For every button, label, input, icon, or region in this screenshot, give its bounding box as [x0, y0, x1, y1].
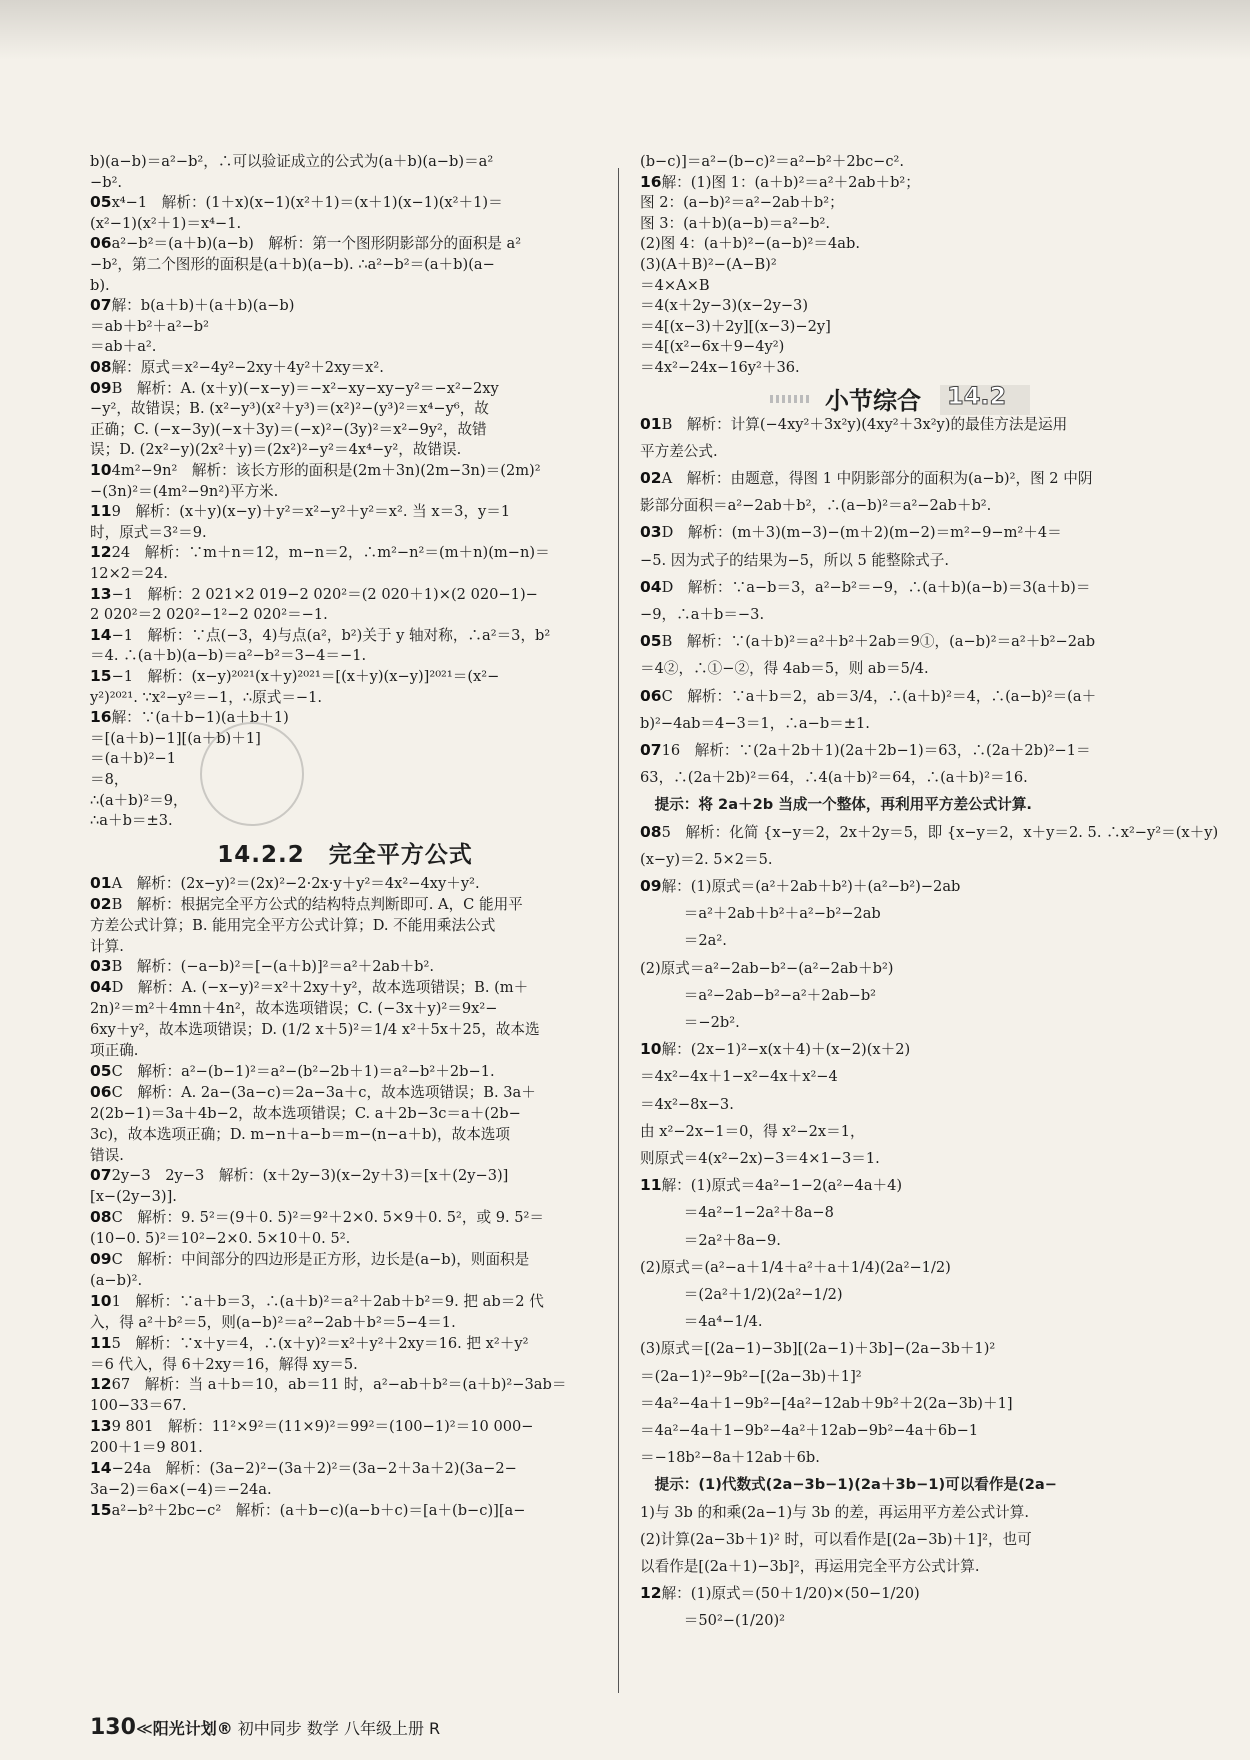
answer-text: ＝4x²−4x＋1−x²−4x＋x²−4	[640, 1068, 838, 1086]
answer-line	[640, 255, 777, 274]
answer-line	[640, 1530, 1032, 1549]
answer-text: −y²，故错误；B. (x²−y³)(x²＋y³)＝(x²)²−(y³)²＝x⁴−y⁶，故	[90, 400, 489, 418]
answer-text: 误；D. (2x²−y)(2x²＋y)＝(2x²)²−y²＝4x⁴−y²，故错误.	[90, 441, 462, 459]
answer-text: 影部分面积＝a²−2ab＋b²，∴(a−b)²＝a²−2ab＋b².	[640, 497, 992, 515]
answer-line	[90, 1125, 510, 1144]
answer-line	[90, 296, 294, 315]
answer-text: ＝4(x＋2y−3)(x−2y−3)	[640, 297, 809, 315]
answer-text: ＝8，	[90, 771, 129, 788]
answer-line	[640, 931, 727, 950]
answer-line	[90, 895, 523, 914]
answer-line	[90, 874, 480, 893]
answer-text: 图 2：(a−b)²＝a²−2ab＋b²；	[640, 194, 844, 212]
answer-line	[90, 1480, 272, 1499]
answer-line	[90, 234, 521, 253]
answer-line	[90, 1187, 177, 1206]
answer-text: a²−b²＝(a＋b)(a−b) 解析：第一个图形阴影部分的面积是 a²	[111, 235, 522, 253]
question-number: 06	[90, 234, 112, 253]
answer-line	[90, 999, 497, 1018]
answer-line	[640, 317, 831, 336]
answer-text: ＝50²−(1/20)²	[640, 1612, 786, 1630]
answer-text: (x−y)＝2. 5×2＝5.	[640, 850, 773, 868]
answer-line	[640, 1394, 1013, 1413]
answer-line	[640, 551, 949, 570]
answer-line	[90, 1041, 138, 1060]
answer-text: −(3n)²＝(4m²−9n²)平方米.	[90, 482, 279, 500]
answer-line	[640, 659, 929, 678]
question-number: 01	[640, 414, 662, 433]
answer-line	[90, 1396, 186, 1415]
answer-line	[90, 667, 499, 686]
answer-text: 解：b(a＋b)＋(a＋b)(a−b)	[111, 297, 295, 315]
answer-line	[90, 1104, 521, 1123]
answer-line	[90, 1292, 544, 1311]
answer-text: 由 x²−2x−1＝0，得 x²−2x＝1，	[640, 1122, 865, 1140]
answer-text: (x²−1)(x²＋1)＝x⁴−1.	[90, 214, 242, 232]
heading-decoration	[770, 395, 810, 403]
answer-line	[90, 461, 541, 480]
page-number: 130	[90, 1715, 136, 1740]
answer-text: ＝2a².	[640, 932, 727, 950]
answer-line	[90, 978, 528, 997]
answer-line	[640, 496, 991, 515]
question-number: 13	[90, 584, 112, 603]
answer-text: ＝−18b²−8a＋12ab＋6b.	[640, 1449, 820, 1467]
answer-text: 5 解析：∵x＋y＝4，∴(x＋y)²＝x²＋y²＋2xy＝16. 把 x²＋y²	[111, 1334, 529, 1352]
answer-line	[90, 605, 328, 624]
answer-line	[90, 420, 487, 439]
answer-text: ＝4[(x²−6x＋9−4y²)	[640, 338, 785, 356]
answer-line	[640, 469, 1092, 488]
answer-text: 63，∴(2a＋2b)²＝64，∴4(a＋b)²＝64，∴(a＋b)²＝16.	[640, 769, 1028, 787]
answer-text: 解：∵(a＋b−1)(a＋b＋1)	[111, 709, 289, 727]
answer-text: (2)原式＝a²−2ab−b²−(a²−2ab＋b²)	[640, 959, 894, 977]
answer-line	[640, 1176, 902, 1195]
answer-line	[90, 1208, 544, 1227]
answer-line	[90, 399, 489, 418]
answer-line	[640, 1448, 820, 1467]
answer-text: 4m²−9n² 解析：该长方形的面积是(2m＋3n)(2m−3n)＝(2m)²	[111, 462, 541, 479]
answer-text: 入，得 a²＋b²＝5，则(a−b)²＝a²−2ab＋b²＝5−4＝1.	[90, 1313, 456, 1331]
answer-line	[90, 1334, 528, 1353]
question-number: 14	[90, 1459, 112, 1477]
answer-line	[90, 1501, 525, 1520]
answer-line	[90, 193, 503, 212]
answer-line	[640, 741, 1091, 760]
answer-line	[640, 1203, 834, 1222]
question-number: 11	[90, 502, 112, 521]
question-number: 02	[90, 894, 112, 913]
answer-line	[90, 523, 207, 542]
answer-text: 6xy＋y²，故本选项错误；D. (1/2 x＋5)²＝1/4 x²＋5x＋25，故本选	[90, 1021, 540, 1039]
answer-text: ＝ab＋b²＋a²−b²	[90, 317, 209, 335]
question-number: 06	[90, 1082, 112, 1101]
question-number: 06	[640, 686, 662, 705]
question-number: 08	[640, 822, 662, 841]
answer-text: C 解析：中间部分的四边形是正方形，边长是(a−b)，则面积是	[111, 1251, 530, 1268]
answer-text: ＝4a²−4a＋1−9b²−[4a²−12ab＋9b²＋2(2a−3b)＋1]	[640, 1394, 1013, 1412]
answer-text: D 解析：∵a−b＝3，a²−b²＝−9，∴(a＋b)(a−b)＝3(a＋b)＝	[661, 578, 1091, 596]
answer-line	[90, 482, 278, 501]
answer-text: (b−c)]＝a²−(b−c)²＝a²−b²＋2bc−c².	[640, 153, 905, 170]
answer-line	[90, 1062, 495, 1081]
answer-line	[90, 770, 128, 789]
answer-line	[90, 173, 122, 192]
answer-line	[90, 543, 550, 562]
answer-text: C 解析：a²−(b−1)²＝a²−(b²−2b＋1)＝a²−b²＋2b−1.	[111, 1062, 495, 1080]
answer-text: B 解析：A. (x＋y)(−x−y)＝−x²−xy−xy−y²＝−x²−2xy	[111, 379, 499, 397]
answer-line	[640, 173, 920, 192]
answer-text: −1 解析：2 021×2 019−2 020²＝(2 020＋1)×(2 020−1)−	[111, 585, 538, 603]
answer-text: 提示：将 2a＋2b 当成一个整体，再利用平方差公式计算.	[640, 796, 1032, 814]
answer-text: 提示：(1)代数式(2a−3b−1)(2a＋3b−1)可以看作是(2a−	[640, 1476, 1057, 1494]
answer-text: ＝6 代入，得 6＋2xy＝16，解得 xy＝5.	[90, 1355, 358, 1373]
answer-text: ＝a²−2ab−b²−a²＋2ab−b²	[640, 986, 877, 1004]
answer-text: 正确；C. (−x−3y)(−x＋3y)＝(−x)²−(3y)²＝x²−9y²，故错	[90, 420, 487, 438]
answer-line	[90, 152, 493, 171]
question-number: 16	[640, 172, 662, 191]
answer-line	[90, 1375, 566, 1394]
answer-line	[640, 605, 764, 624]
answer-line	[640, 1067, 838, 1086]
answer-text: 则原式＝4(x²−2x)−3＝4×1−3＝1.	[640, 1150, 880, 1167]
question-number: 05	[90, 1061, 112, 1080]
answer-text: 9 解析：(x＋y)(x−y)＋y²＝x²−y²＋y²＝x². 当 x＝3，y＝1	[111, 503, 511, 521]
answer-text: −1 解析：∵点(−3，4)与点(a²，b²)关于 y 轴对称，∴a²＝3，b²	[111, 626, 551, 644]
answer-text: 平方差公式.	[640, 442, 718, 460]
answer-text: ＝ab＋a².	[90, 338, 157, 356]
answer-text: 解：(2x−1)²−x(x＋4)＋(x−2)(x＋2)	[661, 1041, 911, 1059]
question-number: 09	[90, 378, 112, 397]
scan-edge	[0, 0, 1250, 60]
answer-text: (2)原式＝(a²−a＋1/4＋a²＋a＋1/4)(2a²−1/2)	[640, 1258, 951, 1276]
answer-line	[90, 811, 173, 830]
answer-text: ＝4a⁴−1/4.	[640, 1313, 763, 1331]
double-arrow-icon: ≪	[135, 1719, 153, 1738]
answer-text: (3)(A＋B)²−(A−B)²	[640, 256, 777, 273]
answer-line	[640, 1611, 785, 1630]
summary-title: 小节综合	[825, 386, 921, 415]
answer-line	[90, 1020, 540, 1039]
column-divider	[618, 168, 619, 1693]
answer-text: 3c)，故本选项正确；D. m−n＋a−b＝m−(n−a＋b)，故本选项	[90, 1125, 510, 1143]
answer-text: b)(a−b)＝a²−b²，∴可以验证成立的公式为(a＋b)(a−b)＝a²	[90, 153, 494, 170]
answer-line	[640, 768, 1028, 787]
answer-text: B 解析：∵(a＋b)²＝a²＋b²＋2ab＝9①，(a−b)²＝a²＋b²−2ab	[661, 633, 1096, 651]
answer-text: D 解析：(m＋3)(m−3)−(m＋2)(m−2)＝m²−9−m²＋4＝	[661, 524, 1062, 542]
answer-text: B 解析：(−a−b)²＝[−(a＋b)]²＝a²＋2ab＋b².	[111, 958, 434, 976]
answer-text: A 解析：由题意，得图 1 中阴影部分的面积为(a−b)²，图 2 中阴	[661, 470, 1093, 487]
answer-text: 解：(1)原式＝(a²＋2ab＋b²)＋(a²−b²)−2ab	[661, 878, 961, 895]
answer-line	[90, 337, 156, 356]
question-number: 15	[90, 1500, 112, 1519]
question-number: 08	[90, 1208, 112, 1227]
question-number: 16	[90, 708, 112, 727]
answer-text: ＝4x²−8x−3.	[640, 1095, 734, 1113]
answer-text: C 解析：A. 2a−(3a−c)＝2a−3a＋c，故本选项错误；B. 3a＋	[111, 1083, 536, 1101]
answer-text: ＝4. ∴(a＋b)(a−b)＝a²−b²＝3−4＝−1.	[90, 647, 367, 665]
answer-line	[640, 1557, 979, 1576]
answer-line	[640, 1231, 781, 1250]
answer-line	[640, 1475, 1057, 1494]
answer-text: 100−33＝67.	[90, 1397, 187, 1415]
answer-line	[640, 442, 718, 461]
answer-text: (3)原式＝[(2a−1)−3b][(2a−1)＋3b]−(2a−3b＋1)²	[640, 1340, 996, 1358]
answer-line	[90, 214, 241, 233]
answer-text: C 解析：∵a＋b＝2，ab＝3/4，∴(a＋b)²＝4，∴(a−b)²＝(a＋	[661, 687, 1097, 705]
answer-line	[90, 1166, 508, 1185]
answer-line	[640, 1149, 880, 1168]
question-number: 09	[640, 877, 662, 895]
answer-text: ∴(a＋b)²＝9，	[90, 791, 188, 809]
answer-line	[90, 358, 384, 377]
answer-line	[90, 1417, 534, 1436]
answer-line	[640, 1421, 978, 1440]
question-number: 10	[90, 1291, 112, 1310]
question-number: 03	[640, 523, 662, 542]
question-number: 10	[640, 1040, 662, 1059]
answer-text: (a−b)².	[90, 1271, 143, 1289]
answer-line	[640, 850, 773, 869]
answer-text: 24 解析：∵m＋n＝12，m−n＝2，∴m²−n²＝(m＋n)(m−n)＝	[111, 544, 550, 562]
answer-line	[90, 749, 176, 768]
answer-text: −5. 因为式子的结果为−5，所以 5 能整除式子.	[640, 551, 950, 569]
answer-text: 项正确.	[90, 1042, 139, 1059]
answer-text: ＝4②，∴①−②，得 4ab＝5，则 ab＝5/4.	[640, 660, 929, 678]
answer-text: 2y−3 2y−3 解析：(x＋2y−3)(x−2y＋3)＝[x＋(2y−3)]	[111, 1167, 509, 1185]
answer-text: ＝(a＋b)²−1	[90, 750, 176, 768]
answer-text: 解：(1)原式＝4a²−1−2(a²−4a＋4)	[661, 1177, 903, 1195]
answer-line	[640, 687, 1096, 706]
answer-text: 2 020²＝2 020²−1²−2 020²＝−1.	[90, 606, 328, 624]
question-number: 01	[90, 873, 112, 892]
answer-text: 1 解析：∵a＋b＝3，∴(a＋b)²＝a²＋2ab＋b²＝9. 把 ab＝2 代	[111, 1292, 544, 1310]
answer-line	[640, 1503, 1029, 1522]
answer-text: ＝4[(x−3)＋2y][(x−3)−2y]	[640, 317, 831, 335]
answer-line	[640, 1584, 920, 1603]
answer-text: ＝4x²−24x−16y²＋36.	[640, 359, 800, 376]
answer-text: ＝(2a²＋1/2)(2a²−1/2)	[640, 1286, 843, 1303]
question-number: 02	[640, 469, 662, 487]
answer-line	[640, 358, 800, 377]
answer-line	[640, 1122, 865, 1141]
answer-line	[90, 1459, 517, 1478]
answer-line	[640, 986, 876, 1005]
page-footer	[90, 1715, 440, 1740]
answer-line	[90, 564, 168, 583]
answer-line	[90, 255, 495, 274]
answer-line	[640, 959, 894, 978]
answer-text: 解：原式＝x²−4y²−2xy＋4y²＋2xy＝x².	[111, 359, 384, 376]
answer-line	[90, 957, 434, 976]
answer-line	[640, 152, 904, 171]
answer-text: 以看作是[(2a＋1)−3b]²，再运用完全平方公式计算.	[640, 1558, 980, 1575]
question-number: 04	[90, 978, 112, 997]
answer-text: ＝2a²＋8a−9.	[640, 1231, 781, 1249]
answer-line	[90, 317, 209, 336]
answer-text: y²)²⁰²¹. ∵x²−y²＝−1，∴原式＝−1.	[90, 688, 323, 706]
answer-text: 2(2b−1)＝3a＋4b−2，故本选项错误；C. a＋2b−3c＝a＋(2b−	[90, 1104, 521, 1122]
answer-line	[90, 1146, 124, 1165]
answer-line	[90, 379, 499, 398]
answer-text: 解：(1)原式＝(50＋1/20)×(50−1/20)	[661, 1585, 920, 1603]
answer-text: 1)与 3b 的和乘(2a−1)与 3b 的差，再运用平方差公式计算.	[640, 1503, 1030, 1521]
question-number: 04	[640, 577, 662, 596]
answer-line	[90, 1313, 456, 1332]
answer-line	[640, 1339, 995, 1358]
answer-text: ＝4×A×B	[640, 276, 710, 294]
answer-text: ＝4a²−4a＋1−9b²−4a²＋12ab−9b²−4a＋6b−1	[640, 1422, 979, 1439]
answer-text: 3a−2)＝6a×(−4)＝−24a.	[90, 1480, 272, 1498]
answer-text: −24a 解析：(3a−2)²−(3a＋2)²＝(3a−2＋3a＋2)(3a−2−	[111, 1460, 517, 1477]
question-number: 03	[90, 957, 112, 976]
answer-line	[90, 646, 366, 665]
answer-line	[640, 1367, 862, 1386]
answer-text: C 解析：9. 5²＝(9＋0. 5)²＝9²＋2×0. 5×9＋0. 5²，或 9. 5²＝	[111, 1209, 544, 1227]
question-number: 08	[90, 358, 112, 376]
answer-text: 2n)²＝m²＋4mn＋4n²，故本选项错误；C. (−3x＋y)²＝9x²−	[90, 1000, 498, 1018]
answer-line	[90, 937, 124, 956]
answer-line	[640, 337, 784, 356]
answer-line	[640, 1258, 951, 1277]
answer-line	[640, 795, 1032, 814]
answer-text: 时，原式＝3²＝9.	[90, 523, 207, 541]
answer-text: 图 3：(a＋b)(a−b)＝a²−b².	[640, 214, 830, 232]
answer-line	[90, 1083, 536, 1102]
answer-text: −1 解析：(x−y)²⁰²¹(x＋y)²⁰²¹＝[(x＋y)(x−y)]²⁰²¹＝(x²−	[111, 668, 500, 685]
answer-text: 16 解析：∵(2a＋2b＋1)(2a＋2b−1)＝63，∴(2a＋2b)²−1＝	[661, 742, 1091, 759]
brand-name: 阳光计划®	[152, 1719, 233, 1738]
answer-line	[640, 214, 830, 233]
question-number: 12	[640, 1584, 662, 1603]
answer-text: 方差公式计算；B. 能用完全平方公式计算；D. 不能用乘法公式	[90, 916, 496, 934]
answer-text: ＝(2a−1)²−9b²−[(2a−3b)＋1]²	[640, 1367, 862, 1385]
answer-line	[90, 1271, 142, 1290]
question-number: 05	[640, 632, 662, 651]
question-number: 07	[90, 1166, 112, 1185]
answer-text: ＝−2b².	[640, 1014, 740, 1031]
answer-text: b)²−4ab＝4−3＝1，∴a−b＝±1.	[640, 714, 870, 732]
question-number: 13	[90, 1417, 112, 1436]
answer-text: [x−(2y−3)].	[90, 1188, 177, 1206]
answer-line	[640, 296, 808, 315]
answer-line	[640, 193, 844, 212]
answer-text: 9 801 解析：11²×9²＝(11×9)²＝99²＝(100−1)²＝10 000−	[111, 1418, 534, 1436]
answer-text: ＝4a²−1−2a²＋8a−8	[640, 1204, 834, 1222]
answer-text: −b²，第二个图形的面积是(a＋b)(a−b). ∴a²−b²＝(a＋b)(a−	[90, 256, 495, 273]
answer-text: ∴a＋b＝±3.	[90, 812, 173, 830]
answer-text: D 解析：A. (−x−y)²＝x²＋2xy＋y²，故本选项错误；B. (m＋	[111, 979, 529, 997]
answer-text: 12×2＝24.	[90, 565, 168, 582]
answer-text: x⁴−1 解析：(1＋x)(x−1)(x²＋1)＝(x＋1)(x−1)(x²＋1)＝	[111, 194, 503, 212]
answer-line	[640, 714, 870, 733]
answer-text: a²−b²＋2bc−c² 解析：(a＋b−c)(a−b＋c)＝[a＋(b−c)][a−	[111, 1501, 526, 1519]
answer-line	[90, 1250, 529, 1269]
answer-line	[640, 1040, 910, 1059]
answer-line	[640, 1013, 740, 1032]
question-number: 10	[90, 461, 112, 479]
answer-line	[90, 585, 538, 604]
question-number: 14	[90, 625, 112, 644]
answer-line	[640, 415, 1067, 434]
question-number: 09	[90, 1250, 112, 1268]
answer-text: ＝a²＋2ab＋b²＋a²−b²−2ab	[640, 905, 881, 923]
answer-text: 计算.	[90, 937, 124, 955]
answer-text: −9，∴a＋b＝−3.	[640, 606, 765, 623]
answer-line	[90, 1355, 358, 1374]
stamp-seal	[200, 722, 304, 826]
answer-line	[640, 877, 960, 896]
answer-line	[640, 1095, 734, 1114]
answer-line	[90, 440, 461, 459]
answer-text: ＝[(a＋b)−1][(a＋b)＋1]	[90, 729, 261, 747]
section-summary-heading	[640, 381, 1150, 415]
question-number: 11	[640, 1176, 662, 1195]
section-heading: 14.2.2 完全平方公式	[217, 841, 473, 868]
answer-text: b).	[90, 276, 110, 294]
answer-line	[640, 234, 860, 253]
answer-text: (10−0. 5)²＝10²−2×0. 5×10＋0. 5².	[90, 1230, 351, 1248]
answer-line	[90, 626, 550, 645]
answer-text: 解：(1)图 1：(a＋b)²＝a²＋2ab＋b²；	[661, 173, 920, 191]
answer-line	[640, 1285, 843, 1304]
answer-text: 200＋1＝9 801.	[90, 1439, 203, 1457]
summary-section-number: 14.2	[947, 381, 1007, 410]
question-number: 07	[90, 296, 112, 315]
answer-line	[640, 632, 1095, 651]
question-number: 11	[90, 1333, 112, 1352]
answer-text: 67 解析：当 a＋b＝10，ab＝11 时，a²−ab＋b²＝(a＋b)²−3ab＝	[111, 1376, 567, 1394]
answer-line	[90, 791, 188, 810]
question-number: 12	[90, 1375, 112, 1394]
answer-line	[640, 1312, 763, 1331]
question-number: 07	[640, 741, 662, 759]
question-number: 15	[90, 667, 112, 685]
answer-line	[640, 578, 1090, 597]
question-number: 05	[90, 193, 112, 212]
answer-line	[640, 904, 881, 923]
answer-line	[90, 916, 495, 935]
answer-line	[90, 688, 322, 707]
answer-text: A 解析：(2x−y)²＝(2x)²−2·2x·y＋y²＝4x²−4xy＋y².	[111, 874, 480, 892]
answer-line	[90, 1438, 203, 1457]
answer-line	[640, 276, 710, 295]
answer-line	[640, 523, 1062, 542]
answer-text: 错误.	[90, 1146, 124, 1164]
answer-text: (2)计算(2a−3b＋1)² 时，可以看作是[(2a−3b)＋1]²，也可	[640, 1530, 1032, 1548]
answer-line	[90, 502, 510, 521]
answer-line	[90, 1229, 350, 1248]
answer-line	[90, 276, 110, 295]
book-subtitle: 初中同步 数学 八年级上册 R	[232, 1719, 441, 1738]
answer-line	[640, 823, 1218, 842]
answer-text: (2)图 4：(a＋b)²−(a−b)²＝4ab.	[640, 235, 860, 253]
answer-text: B 解析：根据完全平方公式的结构特点判断即可. A，C 能用平	[111, 895, 523, 913]
answer-text: −b².	[90, 173, 123, 191]
answer-text: B 解析：计算(−4xy²＋3x²y)(4xy²＋3x²y)的最佳方法是运用	[661, 415, 1068, 433]
question-number: 12	[90, 543, 112, 562]
answer-text: 5 解析：化简 {x−y＝2，2x＋2y＝5，即 {x−y＝2，x＋y＝2. 5. ∴x²−y²＝(x＋y)	[661, 823, 1219, 841]
